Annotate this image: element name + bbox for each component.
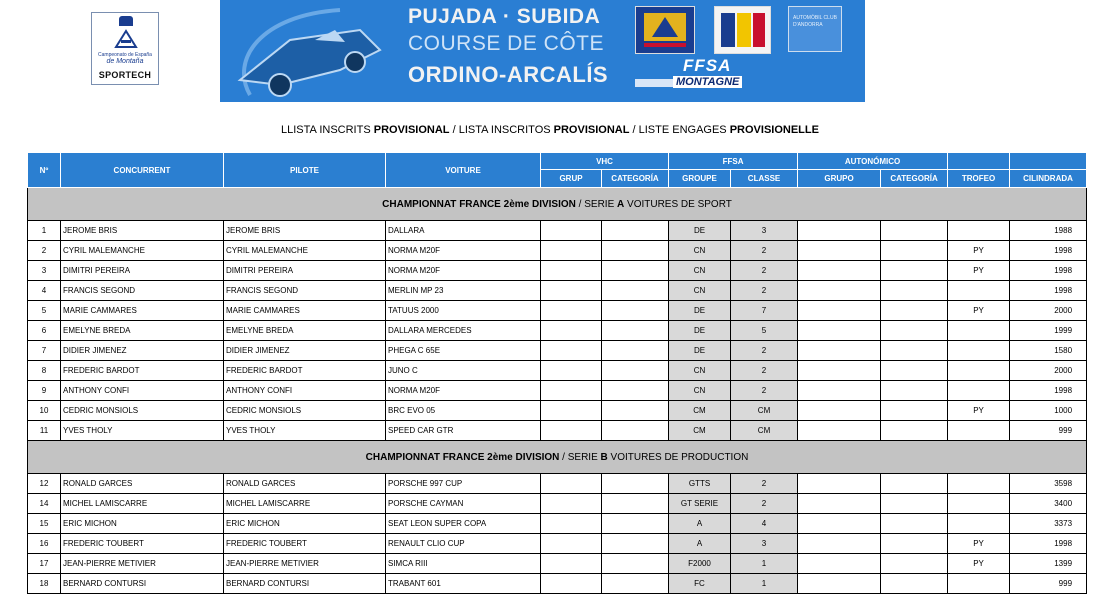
row-auto-grupo <box>798 534 881 554</box>
row-number: 15 <box>28 514 61 534</box>
row-voiture: SPEED CAR GTR <box>386 421 541 441</box>
championship-emblem-icon <box>114 29 138 49</box>
row-ffsa-classe: 2 <box>731 281 798 301</box>
table-row <box>28 261 1087 281</box>
row-voiture: RENAULT CLIO CUP <box>386 534 541 554</box>
row-ffsa-groupe: CN <box>669 261 731 281</box>
row-number: 17 <box>28 554 61 574</box>
row-cilindrada: 1998 <box>1010 241 1087 261</box>
row-vhc-grup <box>541 514 602 534</box>
row-pilote: FREDERIC TOUBERT <box>224 534 386 554</box>
row-ffsa-classe: 2 <box>731 261 798 281</box>
row-trofeo <box>948 514 1010 534</box>
header-categoria-auto: CATEGORÍA <box>881 170 948 188</box>
row-auto-grupo <box>798 494 881 514</box>
header-voiture: VOITURE <box>386 153 541 188</box>
row-vhc-categoria <box>602 321 669 341</box>
row-cilindrada: 1988 <box>1010 221 1087 241</box>
federation-emblem-icon <box>636 7 694 53</box>
row-concurrent: CYRIL MALEMANCHE <box>61 241 224 261</box>
row-trofeo: PY <box>948 534 1010 554</box>
row-vhc-categoria <box>602 301 669 321</box>
header-classe: CLASSE <box>731 170 798 188</box>
row-voiture: SIMCA RIII <box>386 554 541 574</box>
table-row <box>28 281 1087 301</box>
row-auto-categoria <box>881 421 948 441</box>
logo-sponsor: SPORTECH <box>98 70 152 80</box>
row-concurrent: MARIE CAMMARES <box>61 301 224 321</box>
row-vhc-grup <box>541 321 602 341</box>
row-number: 1 <box>28 221 61 241</box>
row-number: 11 <box>28 421 61 441</box>
row-auto-grupo <box>798 401 881 421</box>
row-auto-grupo <box>798 514 881 534</box>
row-trofeo: PY <box>948 241 1010 261</box>
row-concurrent: CEDRIC MONSIOLS <box>61 401 224 421</box>
row-cilindrada: 2000 <box>1010 361 1087 381</box>
row-pilote: ANTHONY CONFI <box>224 381 386 401</box>
table-row <box>28 341 1087 361</box>
row-auto-grupo <box>798 281 881 301</box>
row-cilindrada: 3400 <box>1010 494 1087 514</box>
header-trofeo: TROFEO <box>948 170 1010 188</box>
row-ffsa-groupe: DE <box>669 321 731 341</box>
header-blank-top <box>948 153 1010 170</box>
entries-table-body <box>28 188 1087 594</box>
row-auto-categoria <box>881 554 948 574</box>
row-vhc-grup <box>541 241 602 261</box>
row-number: 7 <box>28 341 61 361</box>
header-categoria-vhc: CATEGORÍA <box>602 170 669 188</box>
row-pilote: BERNARD CONTURSI <box>224 574 386 594</box>
row-pilote: DIDIER JIMENEZ <box>224 341 386 361</box>
section-title-serie-b <box>28 441 1087 474</box>
table-row <box>28 534 1087 554</box>
race-car-icon <box>220 0 400 102</box>
row-ffsa-groupe: DE <box>669 341 731 361</box>
section-a-letter: A <box>617 198 625 210</box>
row-concurrent: FREDERIC TOUBERT <box>61 534 224 554</box>
row-cilindrada: 1999 <box>1010 321 1087 341</box>
row-trofeo <box>948 421 1010 441</box>
row-cilindrada: 1000 <box>1010 401 1087 421</box>
row-concurrent: ANTHONY CONFI <box>61 381 224 401</box>
header-pilote: PILOTE <box>224 153 386 188</box>
row-vhc-categoria <box>602 281 669 301</box>
row-pilote: RONALD GARCES <box>224 474 386 494</box>
banner-title-2: COURSE DE CÔTE <box>408 32 605 55</box>
row-auto-categoria <box>881 341 948 361</box>
row-ffsa-groupe: GTTS <box>669 474 731 494</box>
row-vhc-categoria <box>602 534 669 554</box>
table-row <box>28 514 1087 534</box>
row-vhc-grup <box>541 261 602 281</box>
row-vhc-grup <box>541 221 602 241</box>
row-voiture: TATUUS 2000 <box>386 301 541 321</box>
row-vhc-grup <box>541 534 602 554</box>
row-ffsa-groupe: CM <box>669 401 731 421</box>
row-auto-categoria <box>881 361 948 381</box>
row-ffsa-groupe: CN <box>669 281 731 301</box>
banner-title-1: PUJADA · SUBIDA <box>408 5 601 28</box>
row-vhc-categoria <box>602 494 669 514</box>
row-pilote: FREDERIC BARDOT <box>224 361 386 381</box>
ffsa-text: FFSA <box>683 56 732 75</box>
andorra-emblem-icon <box>715 7 770 53</box>
row-concurrent: JEAN-PIERRE METIVIER <box>61 554 224 574</box>
row-voiture: DALLARA <box>386 221 541 241</box>
row-pilote: CEDRIC MONSIOLS <box>224 401 386 421</box>
row-trofeo <box>948 341 1010 361</box>
row-ffsa-groupe: FC <box>669 574 731 594</box>
row-cilindrada: 1998 <box>1010 281 1087 301</box>
row-trofeo <box>948 321 1010 341</box>
logo-line-2: de Montaña <box>106 58 144 65</box>
row-voiture: TRABANT 601 <box>386 574 541 594</box>
row-concurrent: ERIC MICHON <box>61 514 224 534</box>
ffsa-montagne-logo <box>635 56 770 92</box>
row-auto-categoria <box>881 574 948 594</box>
row-trofeo: PY <box>948 301 1010 321</box>
row-vhc-grup <box>541 401 602 421</box>
row-cilindrada: 1998 <box>1010 381 1087 401</box>
section-b-middle: / SERIE <box>559 451 601 463</box>
row-voiture: NORMA M20F <box>386 241 541 261</box>
row-trofeo <box>948 381 1010 401</box>
row-voiture: DALLARA MERCEDES <box>386 321 541 341</box>
row-ffsa-classe: 2 <box>731 241 798 261</box>
row-cilindrada: 1580 <box>1010 341 1087 361</box>
header-concurrent: CONCURRENT <box>61 153 224 188</box>
row-vhc-grup <box>541 301 602 321</box>
row-auto-grupo <box>798 241 881 261</box>
row-ffsa-classe: 2 <box>731 341 798 361</box>
row-vhc-categoria <box>602 421 669 441</box>
entries-table-wrapper <box>27 152 1086 594</box>
row-cilindrada: 1399 <box>1010 554 1087 574</box>
title-part-3-bold: PROVISIONELLE <box>729 124 819 136</box>
row-vhc-grup <box>541 474 602 494</box>
row-ffsa-classe: 5 <box>731 321 798 341</box>
row-pilote: JEAN-PIERRE METIVIER <box>224 554 386 574</box>
row-auto-categoria <box>881 401 948 421</box>
table-row <box>28 401 1087 421</box>
row-concurrent: JEROME BRIS <box>61 221 224 241</box>
row-pilote: MICHEL LAMISCARRE <box>224 494 386 514</box>
title-part-2: / LISTA INSCRITOS <box>449 124 554 136</box>
row-trofeo <box>948 474 1010 494</box>
header-autonomico: AUTONÓMICO <box>798 153 948 170</box>
row-voiture: PORSCHE CAYMAN <box>386 494 541 514</box>
row-concurrent: MICHEL LAMISCARRE <box>61 494 224 514</box>
row-vhc-grup <box>541 574 602 594</box>
section-a-prefix: CHAMPIONNAT FRANCE 2ème DIVISION <box>382 198 576 210</box>
row-auto-categoria <box>881 301 948 321</box>
row-voiture: MERLIN MP 23 <box>386 281 541 301</box>
row-auto-categoria <box>881 474 948 494</box>
montagne-text: MONTAGNE <box>673 76 742 88</box>
header-blank-top-2 <box>1010 153 1087 170</box>
entries-table <box>27 152 1087 594</box>
document-title <box>0 124 1100 136</box>
section-header-serie-b <box>28 441 1087 474</box>
row-ffsa-classe: 1 <box>731 574 798 594</box>
row-ffsa-classe: 2 <box>731 361 798 381</box>
row-pilote: JEROME BRIS <box>224 221 386 241</box>
row-auto-categoria <box>881 494 948 514</box>
row-auto-grupo <box>798 361 881 381</box>
row-ffsa-classe: 2 <box>731 474 798 494</box>
row-cilindrada: 2000 <box>1010 301 1087 321</box>
table-row <box>28 494 1087 514</box>
row-ffsa-classe: 4 <box>731 514 798 534</box>
row-vhc-grup <box>541 341 602 361</box>
row-cilindrada: 3373 <box>1010 514 1087 534</box>
row-vhc-categoria <box>602 221 669 241</box>
row-vhc-grup <box>541 381 602 401</box>
row-voiture: NORMA M20F <box>386 261 541 281</box>
row-voiture: JUNO C <box>386 361 541 381</box>
row-auto-categoria <box>881 221 948 241</box>
row-trofeo <box>948 281 1010 301</box>
row-vhc-categoria <box>602 474 669 494</box>
row-auto-grupo <box>798 421 881 441</box>
logo-line-1: Campeonato de España <box>98 52 152 58</box>
row-auto-categoria <box>881 321 948 341</box>
row-trofeo: PY <box>948 261 1010 281</box>
row-trofeo <box>948 221 1010 241</box>
row-vhc-categoria <box>602 554 669 574</box>
row-voiture: PHEGA C 65E <box>386 341 541 361</box>
row-ffsa-groupe: CN <box>669 381 731 401</box>
table-row <box>28 474 1087 494</box>
row-trofeo: PY <box>948 401 1010 421</box>
row-number: 2 <box>28 241 61 261</box>
row-concurrent: RONALD GARCES <box>61 474 224 494</box>
table-row <box>28 574 1087 594</box>
row-auto-grupo <box>798 221 881 241</box>
row-auto-grupo <box>798 381 881 401</box>
table-row <box>28 554 1087 574</box>
row-auto-grupo <box>798 301 881 321</box>
row-vhc-categoria <box>602 261 669 281</box>
row-ffsa-classe: CM <box>731 421 798 441</box>
row-cilindrada: 1998 <box>1010 534 1087 554</box>
row-number: 14 <box>28 494 61 514</box>
section-b-suffix: VOITURES DE PRODUCTION <box>607 451 749 463</box>
row-vhc-grup <box>541 494 602 514</box>
row-voiture: NORMA M20F <box>386 381 541 401</box>
title-part-1: LLISTA INSCRITS <box>281 124 374 136</box>
row-ffsa-groupe: A <box>669 534 731 554</box>
row-auto-categoria <box>881 534 948 554</box>
row-vhc-categoria <box>602 341 669 361</box>
row-auto-categoria <box>881 381 948 401</box>
row-ffsa-groupe: GT SERIE <box>669 494 731 514</box>
row-number: 6 <box>28 321 61 341</box>
andorra-federation-logo <box>714 6 771 54</box>
row-ffsa-groupe: CN <box>669 361 731 381</box>
event-banner <box>220 0 865 102</box>
row-pilote: DIMITRI PEREIRA <box>224 261 386 281</box>
row-voiture: SEAT LEON SUPER COPA <box>386 514 541 534</box>
row-ffsa-classe: 3 <box>731 221 798 241</box>
row-ffsa-classe: 3 <box>731 534 798 554</box>
row-pilote: YVES THOLY <box>224 421 386 441</box>
table-row <box>28 301 1087 321</box>
row-cilindrada: 999 <box>1010 574 1087 594</box>
row-concurrent: DIDIER JIMENEZ <box>61 341 224 361</box>
section-a-middle: / SERIE <box>575 198 618 210</box>
section-a-suffix: VOITURES DE SPORT <box>624 198 732 210</box>
table-row <box>28 381 1087 401</box>
title-part-2-bold: PROVISIONAL <box>553 124 630 136</box>
row-number: 8 <box>28 361 61 381</box>
header-cilindrada: CILINDRADA <box>1010 170 1087 188</box>
row-number: 16 <box>28 534 61 554</box>
row-auto-grupo <box>798 321 881 341</box>
row-ffsa-classe: CM <box>731 401 798 421</box>
row-pilote: ERIC MICHON <box>224 514 386 534</box>
row-ffsa-classe: 7 <box>731 301 798 321</box>
table-row <box>28 241 1087 261</box>
row-concurrent: EMELYNE BREDA <box>61 321 224 341</box>
row-ffsa-groupe: CM <box>669 421 731 441</box>
header-ffsa: FFSA <box>669 153 798 170</box>
row-vhc-categoria <box>602 574 669 594</box>
section-b-prefix: CHAMPIONNAT FRANCE 2ème DIVISION <box>365 451 560 463</box>
banner-title-3: ORDINO-ARCALÍS <box>408 62 609 87</box>
row-ffsa-groupe: A <box>669 514 731 534</box>
title-part-1-bold: PROVISIONAL <box>373 124 450 136</box>
title-part-3: / LISTE ENGAGES <box>629 124 730 136</box>
row-vhc-categoria <box>602 514 669 534</box>
row-concurrent: DIMITRI PEREIRA <box>61 261 224 281</box>
row-ffsa-groupe: DE <box>669 221 731 241</box>
row-trofeo: PY <box>948 554 1010 574</box>
row-vhc-grup <box>541 281 602 301</box>
row-auto-grupo <box>798 574 881 594</box>
table-row <box>28 221 1087 241</box>
row-ffsa-groupe: CN <box>669 241 731 261</box>
row-auto-grupo <box>798 341 881 361</box>
row-ffsa-groupe: DE <box>669 301 731 321</box>
header-num: Nº <box>28 153 61 188</box>
row-ffsa-groupe: F2000 <box>669 554 731 574</box>
row-concurrent: FRANCIS SEGOND <box>61 281 224 301</box>
row-vhc-grup <box>541 421 602 441</box>
row-auto-grupo <box>798 554 881 574</box>
row-ffsa-classe: 2 <box>731 494 798 514</box>
row-vhc-grup <box>541 361 602 381</box>
table-row <box>28 361 1087 381</box>
row-voiture: PORSCHE 997 CUP <box>386 474 541 494</box>
row-number: 18 <box>28 574 61 594</box>
automobil-club-logo: AUTOMÒBIL CLUB D'ANDORRA <box>788 6 842 52</box>
row-auto-categoria <box>881 281 948 301</box>
row-auto-categoria <box>881 514 948 534</box>
row-pilote: FRANCIS SEGOND <box>224 281 386 301</box>
row-auto-grupo <box>798 261 881 281</box>
championship-logo <box>91 12 159 85</box>
row-auto-grupo <box>798 474 881 494</box>
row-cilindrada: 999 <box>1010 421 1087 441</box>
crown-icon <box>119 16 133 26</box>
row-vhc-grup <box>541 554 602 574</box>
row-vhc-categoria <box>602 381 669 401</box>
section-title-serie-a <box>28 188 1087 221</box>
row-pilote: EMELYNE BREDA <box>224 321 386 341</box>
row-trofeo <box>948 494 1010 514</box>
row-number: 3 <box>28 261 61 281</box>
row-pilote: MARIE CAMMARES <box>224 301 386 321</box>
row-ffsa-classe: 1 <box>731 554 798 574</box>
row-number: 12 <box>28 474 61 494</box>
row-cilindrada: 3598 <box>1010 474 1087 494</box>
table-row <box>28 421 1087 441</box>
row-ffsa-classe: 2 <box>731 381 798 401</box>
row-number: 9 <box>28 381 61 401</box>
row-number: 5 <box>28 301 61 321</box>
header-grup: GRUP <box>541 170 602 188</box>
row-pilote: CYRIL MALEMANCHE <box>224 241 386 261</box>
row-vhc-categoria <box>602 401 669 421</box>
row-concurrent: FREDERIC BARDOT <box>61 361 224 381</box>
row-auto-categoria <box>881 241 948 261</box>
row-number: 4 <box>28 281 61 301</box>
table-row <box>28 321 1087 341</box>
row-trofeo <box>948 574 1010 594</box>
row-trofeo <box>948 361 1010 381</box>
row-concurrent: YVES THOLY <box>61 421 224 441</box>
section-b-letter: B <box>600 451 608 463</box>
row-voiture: BRC EVO 05 <box>386 401 541 421</box>
header-grupo: GRUPO <box>798 170 881 188</box>
row-cilindrada: 1998 <box>1010 261 1087 281</box>
header-vhc: VHC <box>541 153 669 170</box>
championnat-ribbon <box>635 79 673 87</box>
header-groupe: GROUPE <box>669 170 731 188</box>
row-vhc-categoria <box>602 241 669 261</box>
federation-logo <box>635 6 695 54</box>
row-concurrent: BERNARD CONTURSI <box>61 574 224 594</box>
row-auto-categoria <box>881 261 948 281</box>
row-vhc-categoria <box>602 361 669 381</box>
section-header-serie-a <box>28 188 1087 221</box>
row-number: 10 <box>28 401 61 421</box>
